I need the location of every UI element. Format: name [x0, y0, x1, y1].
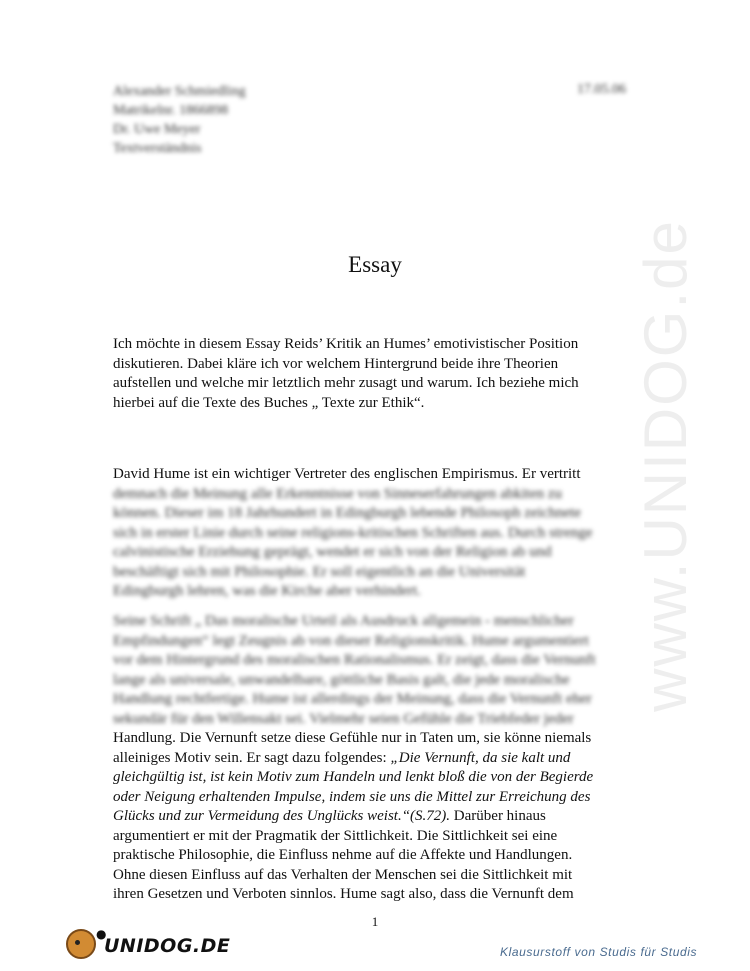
text-segment: alleiniges Motiv sein. Er sagt dazu folgendes:	[113, 749, 391, 766]
essay-title: Essay	[348, 252, 402, 277]
hume-paragraph	[113, 465, 643, 602]
text-line: hierbei auf die Texte des Buches „ Texte zur Ethik“.	[113, 394, 425, 411]
blurred-line: sich in erster Linie durch seine religions-kritischen Schriften aus. Durch strenge	[113, 524, 593, 541]
unidog-logo	[66, 927, 231, 963]
watermark-text: www.UNIDOG.de	[631, 218, 699, 712]
matriculation-number: Matrikelnr. 1866898	[113, 103, 229, 118]
dog-icon	[66, 929, 96, 959]
text-line: ihren Gesetzen und Verboten sinnlos. Hume sagt also, dass die Vernunft dem	[113, 886, 574, 902]
blurred-line: Handlung rechtfertige. Hume ist allerdings der Meinung, dass die Vernunft eher	[113, 691, 592, 707]
logo-text: UNIDOG.DE	[104, 935, 231, 957]
text-line: Ich möchte in diesem Essay Reids’ Kritik an Humes’ emotivistischer Position	[113, 336, 579, 352]
header-date: 17.05.06	[577, 82, 626, 97]
paw-icon: ●	[96, 927, 107, 941]
reason-paragraph	[113, 729, 643, 905]
blurred-line: Seine Schrift „ Das moralische Urteil als Ausdruck allgemein - menschlicher	[113, 613, 574, 629]
text-line	[113, 749, 643, 769]
text-line: praktische Philosophie, die Einfluss nehme auf die Affekte und Handlungen.	[113, 847, 573, 863]
blurred-line: calvinistische Erziehung geprägt, wendet er sich von der Religion ab und	[113, 544, 552, 560]
text-segment: Darüber hinaus	[450, 808, 546, 824]
text-line	[113, 768, 643, 788]
text-line	[113, 788, 643, 808]
text-line: Ohne diesen Einfluss auf das Verhalten der Menschen sei die Sittlichkeit mit	[113, 866, 573, 883]
blurred-line: Edingburgh lehren, was die Kirche aber verhindert.	[113, 583, 421, 599]
quote-segment: gleichgültig ist, ist kein Motiv zum Handeln und lenkt bloß die von der Begierde	[113, 769, 594, 785]
quote-segment: Glücks und zur Vermeidung des Unglücks weist.“(S.72).	[113, 808, 451, 824]
intro-paragraph	[113, 335, 643, 413]
blurred-line: können. Dieser im 18 Jahrhundert in Edingburgh lebende Philosoph zeichnete	[113, 505, 581, 521]
blurred-line: lange als universale, unwandelbare, göttliche Basis galt, die jede moralische	[113, 671, 570, 688]
blurred-line: sekundär für den Willensakt sei. Vielmehr seien Gefühle die Triebfeder jeder	[113, 710, 574, 727]
critique-paragraph-blurred	[113, 612, 643, 729]
text-line: Handlung. Die Vernunft setze diese Gefühle nur in Taten um, sie könne niemals	[113, 730, 592, 746]
lecturer-name: Dr. Uwe Meyer	[113, 122, 201, 137]
course-name: Textverständnis	[113, 141, 202, 156]
author-header	[113, 82, 246, 158]
text-line: diskutieren. Dabei kläre ich vor welchem Hintergrund beide ihre Theorien	[113, 355, 559, 372]
text-line	[113, 807, 643, 827]
quote-segment: oder Neigung erhaltenden Impulse, indem sie uns die Mittel zur Erreichung des	[113, 788, 591, 805]
blurred-line: vor dem Hintergrund des moralischen Rationalismus. Er zeigt, dass die Vernunft	[113, 652, 596, 668]
blurred-line: demnach die Meinung alle Erkenntnisse von Sinneserfahrungen abkiten zu	[113, 485, 563, 502]
text-line: David Hume ist ein wichtiger Vertreter des englischen Empirismus. Er vertritt	[113, 466, 581, 482]
text-line: aufstellen und welche mir letztlich mehr zusagt und warum. Ich beziehe mich	[113, 375, 579, 391]
text-line: argumentiert er mit der Pragmatik der Sittlichkeit. Die Sittlichkeit sei eine	[113, 827, 558, 844]
author-name: Alexander Schmiedling	[113, 84, 246, 99]
page-number: 1	[371, 914, 379, 929]
quote-segment: „Die Vernunft, da sie kalt und	[390, 749, 571, 766]
blurred-line: beschäftigt sich mit Philosophie. Er soll eigentlich an die Universität	[113, 563, 526, 580]
blurred-line: Empfindungen“ legt Zeugnis ab von dieser Religionskritik. Hume argumentiert	[113, 632, 589, 649]
footer-tagline: Klausurstoff von Studis für Studis	[500, 945, 698, 959]
